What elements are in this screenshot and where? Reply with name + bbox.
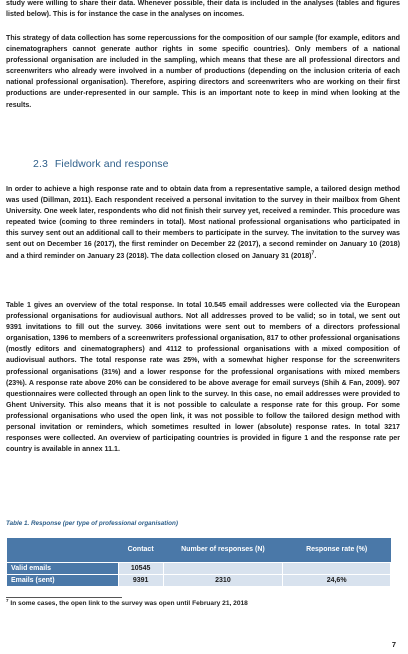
table-row [7, 562, 391, 574]
response-table [6, 538, 391, 587]
paragraph-data-strategy: This strategy of data collection has some repercussions for the composition of our sample (for example, editors and cinematographers cannot generate author rights in some specific countries). Only members of a national professional organisation are included in the sampling, which means that these are all professional directors and screenwriters who already were involved in a number of productions (depending on the inclusion criteria of each national professional organisation). Therefore, aspiring directors and screenwriters who are working on their first productions are under-represented in our sample. This is an important note to keep in mind when looking at the results. [6, 34, 400, 109]
footnote [6, 597, 248, 607]
page-number: 7 [391, 640, 396, 649]
table-header-cell [7, 538, 119, 562]
table-cell-rate [283, 562, 391, 574]
section-title: Fieldwork and response [54, 158, 169, 170]
row-label: Valid emails [7, 562, 119, 574]
paragraph-fieldwork [6, 184, 400, 262]
table-header-cell: Number of responses (N) [163, 538, 283, 562]
table-header-cell: Contact [118, 538, 163, 562]
footnote-number: 7 [6, 597, 9, 603]
table-cell-rate: 24,6% [283, 574, 391, 586]
paragraph-fieldwork-end: . [314, 251, 317, 260]
table-header-row [7, 538, 391, 562]
table-caption: Table 1. Response (per type of professional organisation) [6, 520, 178, 527]
table-cell-contact: 10545 [118, 562, 163, 574]
paragraph-intro: study were willing to share their data. Whenever possible, their data is included in the analyses (tables and figures listed below). This is for instance the case in the analyses on incomes. [6, 0, 400, 19]
paragraph-response-overview: Table 1 gives an overview of the total response. In total 10.545 email addresses were collected via the European professional organisations for audiovisual authors. Not all addresses proved to be valid; so in total, we sent out 9391 invitations to fill out the survey. 3066 invitations were sent out to members of a directors professional organisation, 1396 to members of a screenwriters professional organisation, 817 to other professional organisations (mostly editors and cinematographers) and 4112 to professional organisations with a mixed composition of audiovisual authors. The total response rate was 25%, with a somewhat higher response for the screenwriters professional organisations (31%) and a lower response for the professional organisations with mixed members (23%). A response rate above 20% can be considered to be above average for email surveys (Shih & Fan, 2009). 907 questionnaires were collected through an open link to the survey. In this case, no email addresses were provided to Ghent University. This also means that it is not possible to calculate a response rate for this group. For some professional organisations who used the open link, it was not possible to follow the tailored design method with personal invitation or reminders, which sometimes resulted in lower (absolute) response rates. In total 3217 responses were collected. An overview of participating countries is provided in figure 1 and the response rate per country is available in annex 11.1. [6, 301, 400, 454]
table-cell-contact: 9391 [118, 574, 163, 586]
row-label: Emails (sent) [7, 574, 119, 586]
section-number: 2.3 [33, 158, 48, 170]
table-header-cell: Response rate (%) [283, 538, 391, 562]
section-heading [33, 158, 169, 170]
table-cell-responses [163, 562, 283, 574]
footnote-reference[interactable]: 7 [311, 250, 315, 257]
footnote-separator [6, 597, 122, 598]
paragraph-fieldwork-text: In order to achieve a high response rate and to obtain data from a representative sample, a tailored design method was used (Dillman, 2011). Each respondent received a personal invitation to the survey in their mailbox from Ghent University. One week later, respondents who did not finish their survey yet, received a reminder. This procedure was repeated twice (coming to three reminders in total). Most national professional organisations who participated in this survey sent out an additional call to their members to participate in the survey. The invitation to the survey was sent out on December 16 (2017), the first reminder on December 22 (2017), a second reminder on January 10 (2018) and a third reminder on January 23 (2018). The data collection closed on January 31 (2018) [6, 185, 400, 260]
footnote-text: In some cases, the open link to the survey was open until February 21, 2018 [10, 600, 248, 607]
table-cell-responses: 2310 [163, 574, 283, 586]
table-row [7, 574, 391, 586]
